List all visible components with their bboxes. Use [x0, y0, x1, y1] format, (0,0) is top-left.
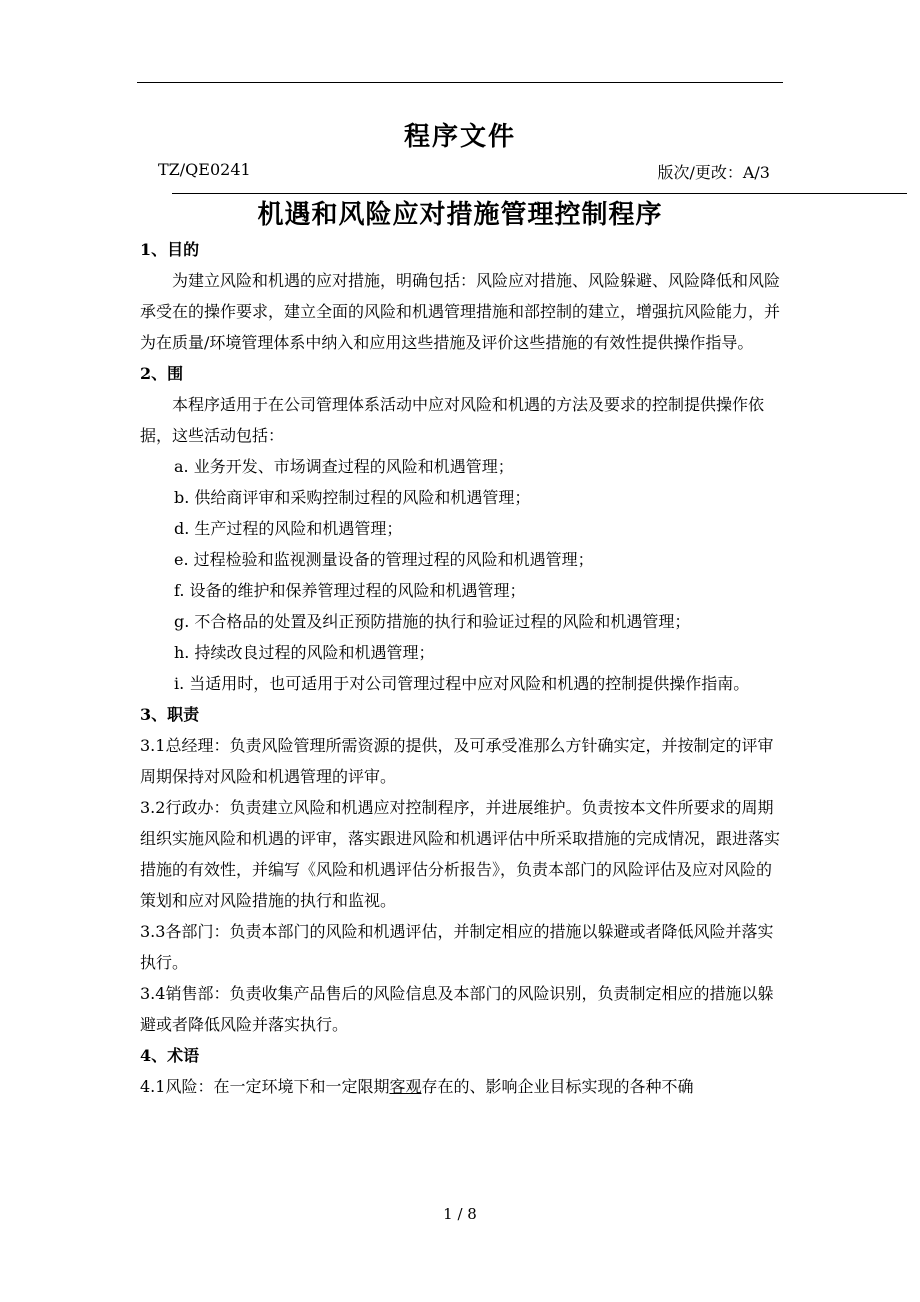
scope-item-b: b. 供给商评审和采购控制过程的风险和机遇管理； — [174, 488, 531, 507]
header-top-rule — [137, 82, 783, 83]
scope-item-i: i. 当适用时，也可适用于对公司管理过程中应对风险和机遇的控制提供操作指南。 — [174, 674, 750, 693]
section-heading-terms: 4、术语 — [140, 1046, 200, 1065]
document-type: 程序文件 — [403, 122, 516, 152]
section-heading-scope: 2、围 — [140, 364, 184, 383]
responsibility-3-4: 3.4销售部：负责收集产品售后的风险信息及本部门的风险识别，负责制定相应的措施以躲避或者降低风险并落实执行。 — [140, 984, 774, 1034]
scope-item-d: d. 生产过程的风险和机遇管理； — [174, 519, 403, 538]
scope-paragraph: 本程序适用于在公司管理体系活动中应对风险和机遇的方法及要求的控制提供操作依据，这些活动包括： — [140, 395, 765, 445]
section-heading-responsibilities: 3、职责 — [140, 705, 200, 724]
responsibility-3-3: 3.3各部门：负责本部门的风险和机遇评估，并制定相应的措施以躲避或者降低风险并落实执行。 — [140, 922, 774, 972]
scope-item-g: g. 不合格品的处置及纠正预防措施的执行和验证过程的风险和机遇管理； — [174, 612, 691, 631]
scope-item-e: e. 过程检验和监视测量设备的管理过程的风险和机遇管理； — [174, 550, 594, 569]
term-4-1-underlined: 客观 — [389, 1077, 422, 1096]
term-4-1-suffix: 存在的、影响企业目标实现的各种不确 — [421, 1077, 694, 1096]
term-4-1 — [140, 1071, 785, 1102]
page-number: 1 / 8 — [443, 1205, 477, 1223]
revision-label: 版次/更改：A/3 — [657, 163, 770, 182]
responsibility-3-2: 3.2行政办：负责建立风险和机遇应对控制程序，并进展维护。负责按本文件所要求的周期组织实施风险和机遇的评审，落实跟进风险和机遇评估中所采取措施的完成情况，跟进落实措施的有效性，并编写《风险和机遇评估分析报告》，负责本部门的风险评估及应对风险的策划和应对风险措施的执行和监视。 — [140, 798, 781, 910]
scope-item-h: h. 持续改良过程的风险和机遇管理； — [174, 643, 435, 662]
responsibility-3-1: 3.1总经理：负责风险管理所需资源的提供，及可承受准那么方针确实定，并按制定的评审周期保持对风险和机遇管理的评审。 — [140, 736, 774, 786]
document-title: 机遇和风险应对措施管理控制程序 — [257, 200, 663, 230]
scope-item-f: f. 设备的维护和保养管理过程的风险和机遇管理； — [174, 581, 526, 600]
document-code: TZ/QE0241 — [158, 160, 251, 179]
term-4-1-prefix: 4.1风险：在一定环境下和一定限期 — [140, 1077, 390, 1096]
document-body — [140, 234, 785, 1102]
section-heading-purpose: 1、目的 — [140, 240, 200, 259]
purpose-paragraph: 为建立风险和机遇的应对措施，明确包括：风险应对措施、风险躲避、风险降低和风险承受在的操作要求，建立全面的风险和机遇管理措施和部控制的建立，增强抗风险能力，并为在质量/环境管理体系中纳入和应用这些措施及评价这些措施的有效性提供操作指导。 — [140, 271, 781, 352]
scope-item-a: a. 业务开发、市场调查过程的风险和机遇管理； — [174, 457, 514, 476]
